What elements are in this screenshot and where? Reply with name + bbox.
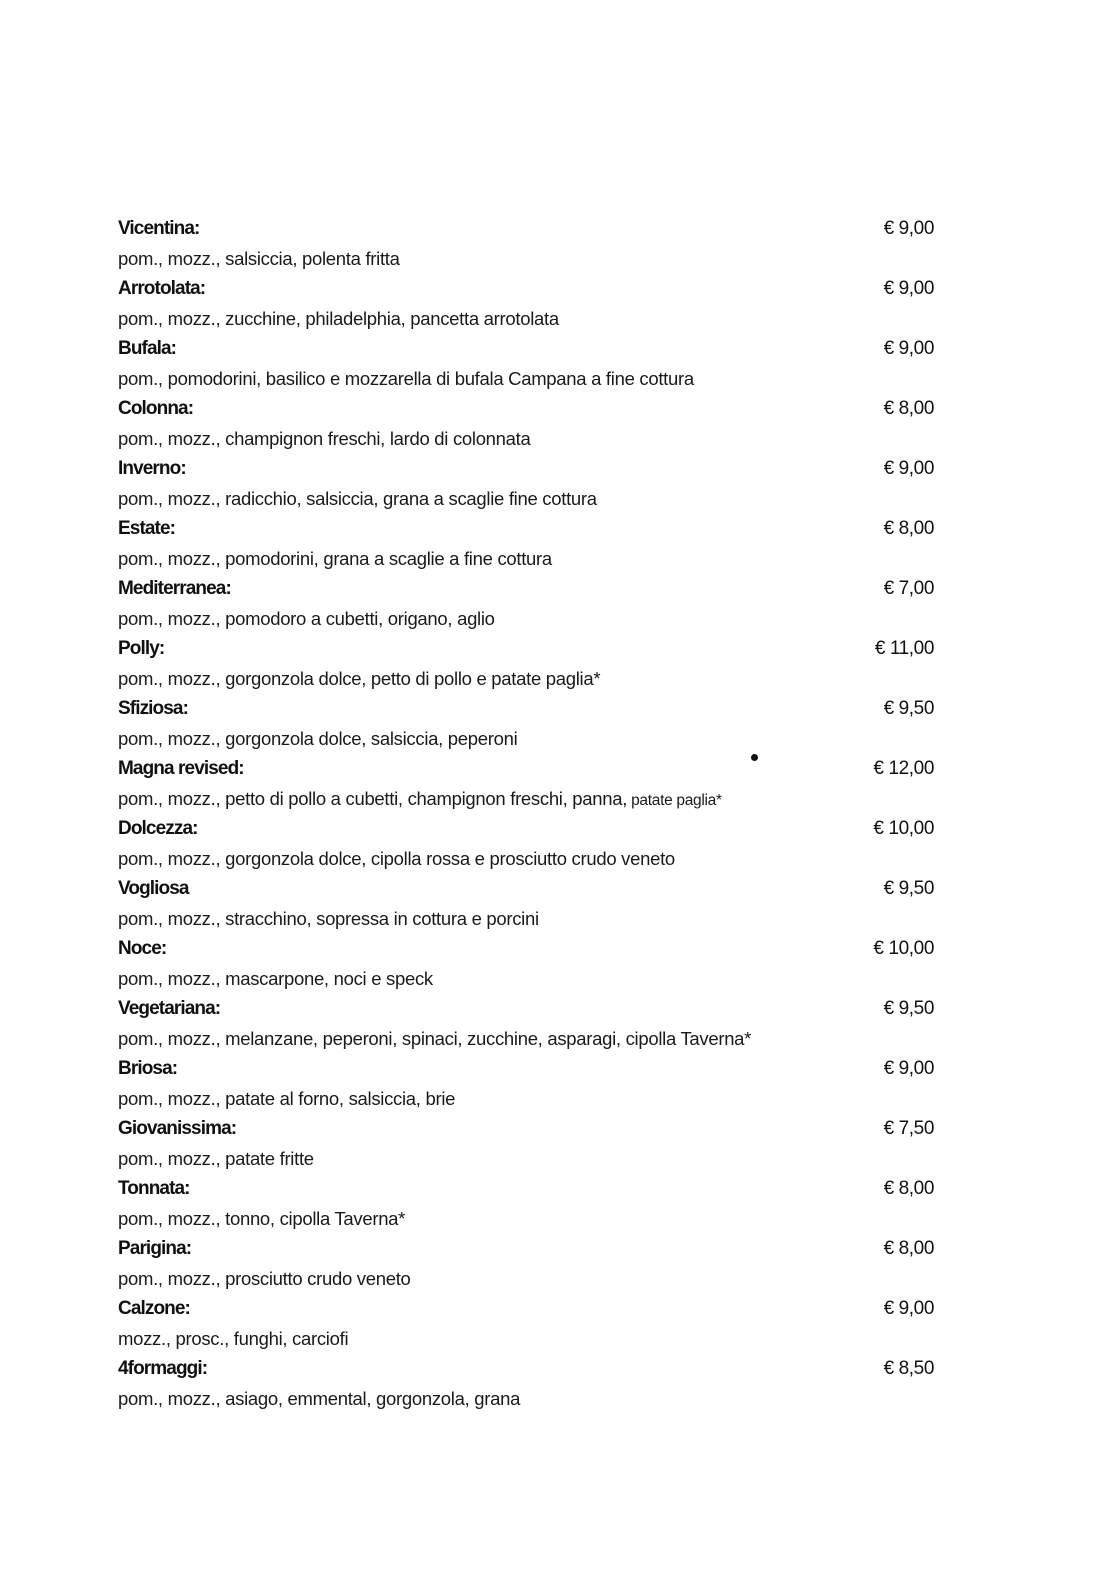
- item-price: € 8,00: [883, 1238, 934, 1259]
- item-description: pom., mozz., pomodorini, grana a scaglie a fine cottura: [118, 548, 552, 569]
- item-price: € 9,00: [883, 1058, 934, 1079]
- item-name: Vicentina:: [118, 218, 200, 239]
- item-header: [118, 934, 938, 964]
- item-price: € 11,00: [874, 638, 934, 659]
- menu-item-estate: [118, 514, 938, 574]
- item-description: pom., mozz., prosciutto crudo veneto: [118, 1268, 411, 1289]
- menu-item-calzone: [118, 1294, 938, 1354]
- item-description: pom., mozz., patate al forno, salsiccia, brie: [118, 1088, 456, 1109]
- item-name: Estate:: [118, 518, 176, 539]
- item-price: € 9,50: [883, 698, 934, 719]
- item-description: pom., mozz., patate fritte: [118, 1148, 314, 1169]
- item-header: [118, 1114, 938, 1144]
- item-name: Polly:: [118, 638, 165, 659]
- item-name: Vegetariana:: [118, 998, 221, 1019]
- item-price: € 7,00: [883, 578, 934, 599]
- menu-item-vicentina: [118, 214, 938, 274]
- item-price: € 8,00: [883, 1178, 934, 1199]
- item-price: € 9,00: [883, 458, 934, 479]
- item-description-main: pom., mozz., petto di pollo a cubetti, champignon freschi, panna,: [118, 788, 628, 809]
- menu-item-inverno: [118, 454, 938, 514]
- item-header: [118, 214, 938, 244]
- item-price: € 10,00: [873, 818, 934, 839]
- item-header: [118, 514, 938, 544]
- item-header: [118, 1234, 938, 1264]
- item-price: € 7,50: [883, 1118, 934, 1139]
- item-name: Mediterranea:: [118, 578, 231, 599]
- item-header: [118, 694, 938, 724]
- item-price: € 10,00: [873, 938, 934, 959]
- item-name: Briosa:: [118, 1058, 178, 1079]
- item-price: € 8,00: [883, 518, 934, 539]
- item-name: Sfiziosa:: [118, 698, 189, 719]
- item-name: Inverno:: [118, 458, 186, 479]
- menu-item-dolcezza: [118, 814, 938, 874]
- item-header: [118, 454, 938, 484]
- menu-item-vegetariana: [118, 994, 938, 1054]
- item-name: Parigina:: [118, 1238, 192, 1259]
- item-header: [118, 634, 938, 664]
- item-price: € 9,00: [883, 278, 934, 299]
- item-price: € 8,50: [883, 1358, 934, 1379]
- item-header: [118, 574, 938, 604]
- menu-item-parigina: [118, 1234, 938, 1294]
- pizza-menu-list: [118, 214, 938, 1414]
- item-description-small: patate paglia*: [627, 792, 722, 809]
- item-name: Dolcezza:: [118, 818, 198, 839]
- item-header: [118, 1174, 938, 1204]
- item-description: pom., mozz., asiago, emmental, gorgonzola, grana: [118, 1388, 521, 1409]
- item-description: pom., mozz., salsiccia, polenta fritta: [118, 248, 400, 269]
- item-price: € 12,00: [873, 758, 934, 779]
- item-description: pom., mozz., gorgonzola dolce, petto di pollo e patate paglia*: [118, 668, 601, 689]
- item-header: [118, 394, 938, 424]
- menu-item-bufala: [118, 334, 938, 394]
- item-header: [118, 874, 938, 904]
- menu-item-vogliosa: [118, 874, 938, 934]
- item-price: € 8,00: [883, 398, 934, 419]
- item-description: [118, 784, 938, 814]
- item-name: Tonnata:: [118, 1178, 190, 1199]
- item-description: pom., mozz., gorgonzola dolce, cipolla rossa e prosciutto crudo veneto: [118, 848, 675, 869]
- item-header: [118, 1054, 938, 1084]
- item-description: pom., mozz., melanzane, peperoni, spinaci, zucchine, asparagi, cipolla Taverna*: [118, 1028, 752, 1049]
- item-header: [118, 1354, 938, 1384]
- menu-item-tonnata: [118, 1174, 938, 1234]
- item-header: [118, 274, 938, 304]
- menu-item-mediterranea: [118, 574, 938, 634]
- menu-item-magna-revised: [118, 754, 938, 814]
- item-name: Bufala:: [118, 338, 177, 359]
- item-name: 4formaggi:: [118, 1358, 208, 1379]
- item-description: pom., pomodorini, basilico e mozzarella di bufala Campana a fine cottura: [118, 368, 694, 389]
- item-price: € 9,00: [883, 338, 934, 359]
- item-name: Noce:: [118, 938, 167, 959]
- item-description: pom., mozz., gorgonzola dolce, salsiccia, peperoni: [118, 728, 518, 749]
- stray-dot-mark: [751, 754, 758, 761]
- item-description: pom., mozz., zucchine, philadelphia, pancetta arrotolata: [118, 308, 559, 329]
- item-description: pom., mozz., stracchino, sopressa in cottura e porcini: [118, 908, 539, 929]
- item-header: [118, 1294, 938, 1324]
- menu-item-4formaggi: [118, 1354, 938, 1414]
- menu-item-briosa: [118, 1054, 938, 1114]
- item-price: € 9,00: [883, 218, 934, 239]
- item-price: € 9,00: [883, 1298, 934, 1319]
- item-header: [118, 334, 938, 364]
- item-name: Calzone:: [118, 1298, 190, 1319]
- item-description: pom., mozz., pomodoro a cubetti, origano, aglio: [118, 608, 495, 629]
- item-description: pom., mozz., radicchio, salsiccia, grana a scaglie fine cottura: [118, 488, 597, 509]
- item-name: Vogliosa: [118, 878, 189, 899]
- menu-item-giovanissima: [118, 1114, 938, 1174]
- item-name: Colonna:: [118, 398, 194, 419]
- item-name: Giovanissima:: [118, 1118, 237, 1139]
- item-price: € 9,50: [883, 878, 934, 899]
- item-name: Magna revised:: [118, 758, 244, 779]
- menu-item-noce: [118, 934, 938, 994]
- item-header: [118, 754, 938, 784]
- item-description: pom., mozz., tonno, cipolla Taverna*: [118, 1208, 406, 1229]
- item-price: € 9,50: [883, 998, 934, 1019]
- menu-item-colonna: [118, 394, 938, 454]
- item-header: [118, 994, 938, 1024]
- item-header: [118, 814, 938, 844]
- item-description: pom., mozz., mascarpone, noci e speck: [118, 968, 433, 989]
- item-name: Arrotolata:: [118, 278, 206, 299]
- item-description: pom., mozz., champignon freschi, lardo di colonnata: [118, 428, 531, 449]
- item-description: mozz., prosc., funghi, carciofi: [118, 1328, 349, 1349]
- menu-item-arrotolata: [118, 274, 938, 334]
- menu-item-polly: [118, 634, 938, 694]
- menu-item-sfiziosa: [118, 694, 938, 754]
